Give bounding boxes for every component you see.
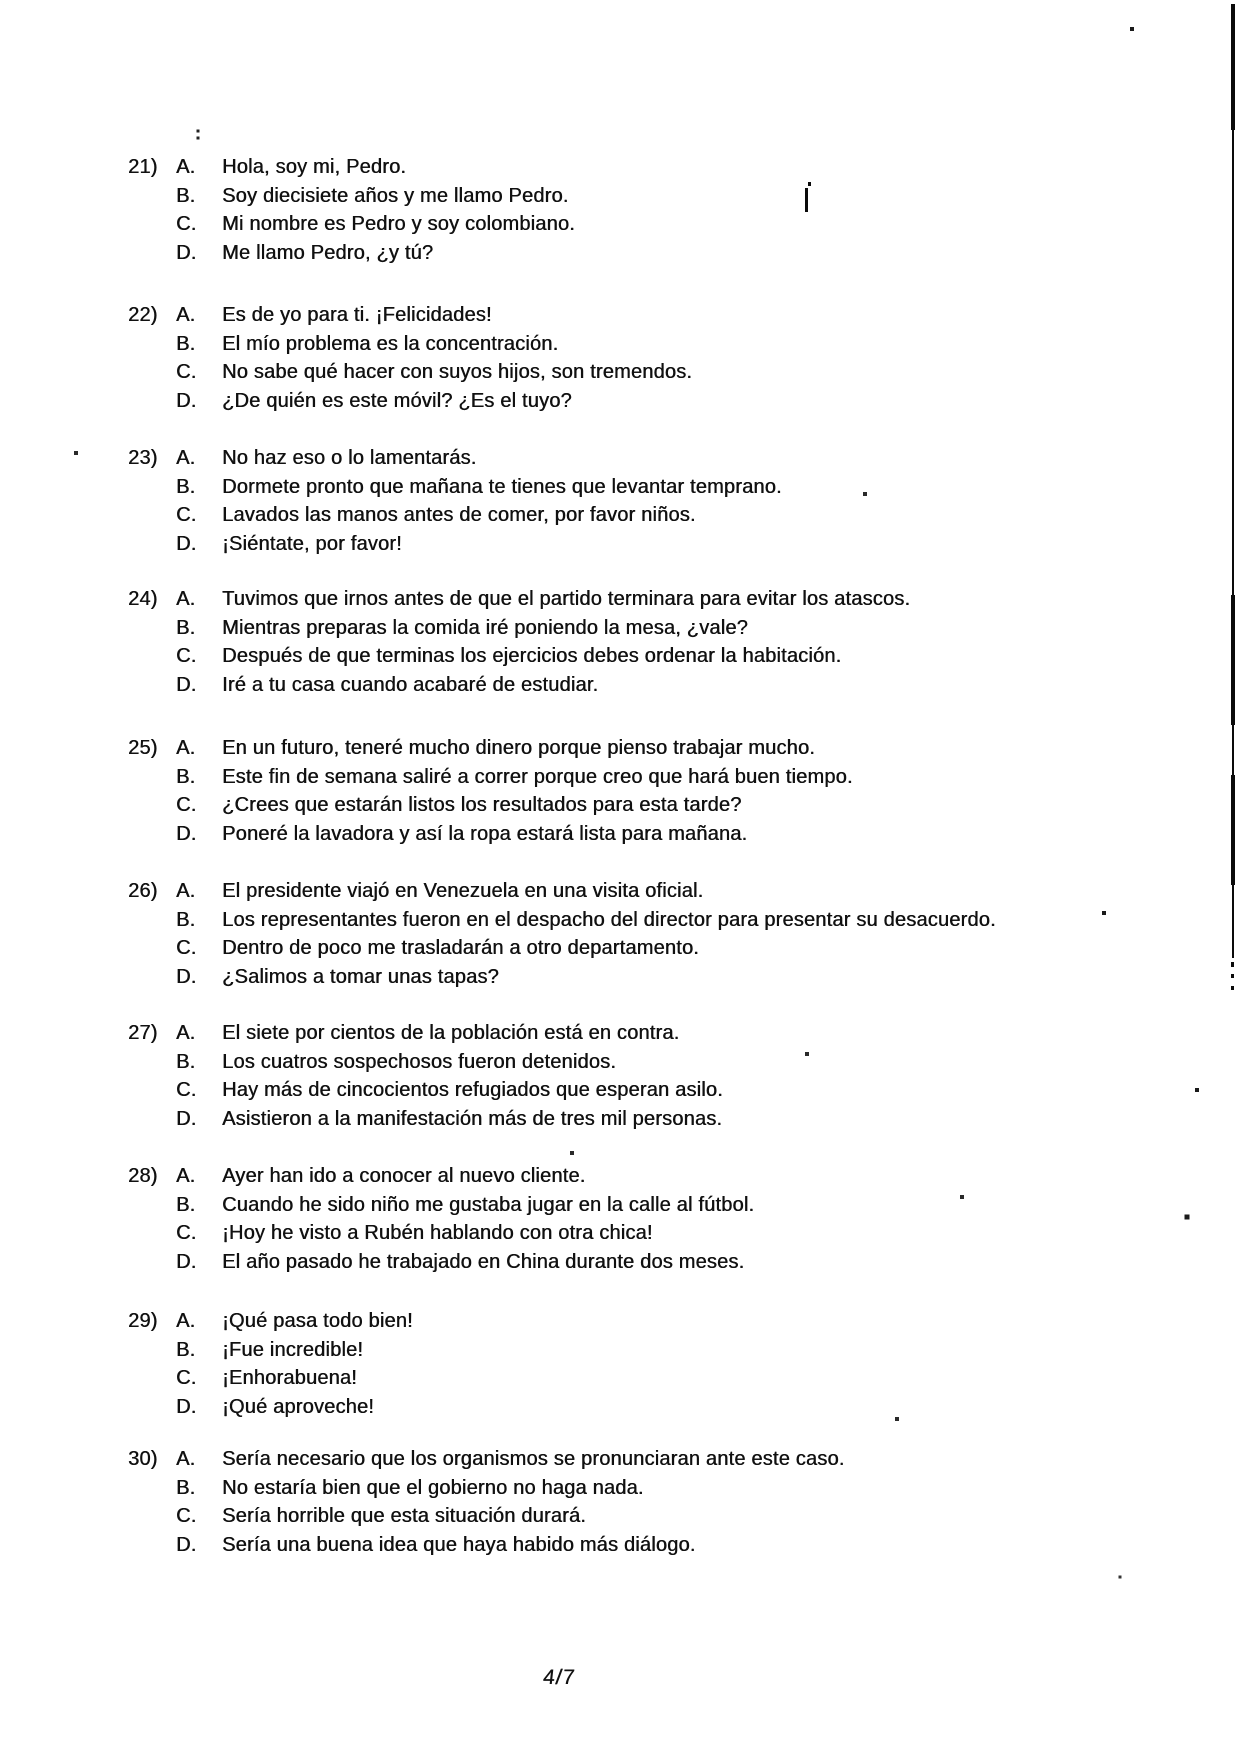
option-letter: C.: [176, 1367, 197, 1389]
option-letter: A.: [176, 1310, 196, 1332]
option-row: [128, 239, 575, 268]
scan-edge-line-thick-segment: [1231, 775, 1235, 885]
scan-edge-dot: [1231, 974, 1234, 978]
question-block-28: [128, 1162, 754, 1276]
option-letter: A.: [176, 588, 196, 610]
option-letter: C.: [176, 645, 197, 667]
option-letter: D.: [176, 1533, 197, 1556]
scan-edge-dot: [1231, 962, 1234, 967]
option-text: Mientras preparas la comida iré poniendo la mesa, ¿vale?: [222, 616, 748, 639]
option-text: Es de yo para ti. ¡Felicidades!: [222, 304, 492, 326]
option-text: El siete por cientos de la población está en contra.: [222, 1022, 680, 1044]
option-text: El año pasado he trabajado en China durante dos meses.: [222, 1250, 745, 1273]
option-row: [128, 906, 996, 935]
option-text: Hola, soy mi, Pedro.: [222, 156, 407, 178]
option-text: Los cuatros sospechosos fueron detenidos.: [222, 1050, 617, 1073]
option-letter: D.: [176, 673, 197, 696]
option-text: No haz eso o lo lamentarás.: [222, 447, 477, 469]
option-text: El mío problema es la concentración.: [222, 332, 559, 355]
page-number-footer: 4/7: [541, 1666, 577, 1689]
option-row: [128, 1336, 413, 1365]
option-letter: D.: [176, 1107, 197, 1130]
option-text: Dentro de poco me trasladarán a otro departamento.: [222, 937, 699, 959]
option-letter: B.: [176, 765, 196, 788]
question-number: 26): [128, 880, 158, 902]
question-number: 27): [128, 1022, 158, 1044]
option-row: [128, 1307, 413, 1336]
option-text: ¡Qué aproveche!: [222, 1395, 374, 1418]
option-text: ¡Siéntate, por favor!: [222, 532, 402, 555]
scan-stray-mark: [805, 188, 808, 212]
question-number: 29): [128, 1310, 158, 1332]
option-row: [128, 963, 996, 992]
option-letter: B.: [176, 1338, 196, 1361]
question-number: 21): [128, 156, 158, 178]
option-row: [128, 1048, 723, 1077]
option-row: [128, 444, 782, 473]
question-number: 25): [128, 737, 158, 759]
option-text: Dormete pronto que mañana te tienes que levantar temprano.: [222, 475, 782, 498]
question-block-25: [128, 734, 853, 848]
option-letter: D.: [176, 965, 197, 988]
option-row: [128, 614, 910, 643]
option-row: [128, 1364, 413, 1393]
option-text: ¿De quién es este móvil? ¿Es el tuyo?: [222, 389, 572, 412]
option-row: [128, 530, 782, 559]
scan-edge-dot: [1231, 986, 1234, 990]
option-letter: A.: [176, 1022, 196, 1044]
option-letter: A.: [176, 304, 196, 326]
option-letter: D.: [176, 822, 197, 845]
scan-edge-line-thick-segment: [1231, 595, 1235, 725]
option-text: ¿Salimos a tomar unas tapas?: [222, 965, 499, 988]
option-text: ¡Qué pasa todo bien!: [222, 1310, 413, 1332]
option-text: Poneré la lavadora y así la ropa estará lista para mañana.: [222, 822, 748, 845]
option-text: Asistieron a la manifestación más de tres mil personas.: [222, 1107, 723, 1130]
option-row: [128, 642, 910, 671]
option-text: ¡Enhorabuena!: [222, 1367, 357, 1389]
question-number: 24): [128, 588, 158, 610]
option-row: [128, 330, 692, 359]
option-letter: B.: [176, 1050, 196, 1073]
option-text: Soy diecisiete años y me llamo Pedro.: [222, 184, 569, 207]
option-row: [128, 1076, 723, 1105]
option-row: [128, 182, 575, 211]
option-text: Mi nombre es Pedro y soy colombiano.: [222, 213, 575, 235]
option-row: [128, 877, 996, 906]
option-row: [128, 387, 692, 416]
option-text: Los representantes fueron en el despacho del director para presentar su desacuerdo.: [222, 908, 996, 931]
question-number: 30): [128, 1448, 158, 1470]
option-text: Lavados las manos antes de comer, por favor niños.: [222, 504, 696, 526]
option-row: [128, 358, 692, 387]
option-letter: A.: [176, 447, 196, 469]
question-number: 28): [128, 1165, 158, 1187]
question-block-26: [128, 877, 996, 991]
option-letter: B.: [176, 616, 196, 639]
option-text: Tuvimos que irnos antes de que el partido terminara para evitar los atascos.: [222, 588, 911, 610]
option-letter: C.: [176, 504, 197, 526]
option-row: [128, 1474, 844, 1503]
option-row: [128, 1191, 754, 1220]
option-text: No estaría bien que el gobierno no haga nada.: [222, 1476, 644, 1499]
option-letter: C.: [176, 1079, 197, 1101]
option-letter: B.: [176, 908, 196, 931]
option-letter: A.: [176, 737, 196, 759]
option-row: [128, 734, 853, 763]
option-row: [128, 1019, 723, 1048]
scan-specks: [0, 0, 2, 2]
option-row: [128, 763, 853, 792]
option-letter: A.: [176, 1165, 196, 1187]
option-row: [128, 473, 782, 502]
option-letter: A.: [176, 156, 196, 178]
option-row: [128, 1445, 844, 1474]
question-block-24: [128, 585, 910, 699]
option-letter: B.: [176, 332, 196, 355]
option-letter: A.: [176, 1448, 196, 1470]
option-row: [128, 1105, 723, 1134]
scan-edge-line-thick-segment: [1231, 4, 1235, 130]
question-block-29: [128, 1307, 413, 1421]
option-text: Sería horrible que esta situación durará.: [222, 1505, 586, 1527]
question-number: 22): [128, 304, 158, 326]
option-text: Iré a tu casa cuando acabaré de estudiar.: [222, 673, 599, 696]
question-block-21: [128, 153, 575, 267]
option-row: [128, 1531, 844, 1560]
option-row: [128, 820, 853, 849]
option-text: Este fin de semana saliré a correr porque creo que hará buen tiempo.: [222, 765, 853, 788]
option-letter: D.: [176, 532, 197, 555]
question-block-30: [128, 1445, 844, 1559]
option-letter: D.: [176, 1395, 197, 1418]
option-row: [128, 301, 692, 330]
option-text: ¡Fue incredible!: [222, 1338, 364, 1361]
option-row: [128, 501, 782, 530]
option-text: Hay más de cincocientos refugiados que esperan asilo.: [222, 1079, 723, 1101]
option-row: [128, 153, 575, 182]
option-row: [128, 1393, 413, 1422]
option-letter: C.: [176, 937, 197, 959]
option-letter: C.: [176, 213, 197, 235]
option-letter: C.: [176, 361, 197, 383]
option-letter: D.: [176, 389, 197, 412]
question-block-23: [128, 444, 782, 558]
option-letter: B.: [176, 1476, 196, 1499]
option-text: El presidente viajó en Venezuela en una visita oficial.: [222, 880, 704, 902]
option-text: ¡Hoy he visto a Rubén hablando con otra chica!: [222, 1222, 653, 1244]
option-letter: B.: [176, 184, 196, 207]
option-letter: B.: [176, 1193, 196, 1216]
option-row: [128, 671, 910, 700]
option-text: Después de que terminas los ejercicios debes ordenar la habitación.: [222, 645, 842, 667]
option-row: [128, 210, 575, 239]
option-text: ¿Crees que estarán listos los resultados para esta tarde?: [222, 794, 742, 816]
option-letter: C.: [176, 1505, 197, 1527]
option-text: Sería una buena idea que haya habido más diálogo.: [222, 1533, 696, 1556]
option-text: Sería necesario que los organismos se pronunciaran ante este caso.: [222, 1448, 845, 1470]
option-row: [128, 1219, 754, 1248]
option-row: [128, 934, 996, 963]
option-row: [128, 1248, 754, 1277]
question-block-27: [128, 1019, 723, 1133]
question-block-22: [128, 301, 692, 415]
option-text: En un futuro, teneré mucho dinero porque pienso trabajar mucho.: [222, 737, 815, 759]
option-row: [128, 791, 853, 820]
option-letter: D.: [176, 241, 197, 264]
option-text: No sabe qué hacer con suyos hijos, son tremendos.: [222, 361, 693, 383]
question-number: 23): [128, 447, 158, 469]
option-letter: B.: [176, 475, 196, 498]
option-text: Ayer han ido a conocer al nuevo cliente.: [222, 1165, 586, 1187]
option-letter: C.: [176, 1222, 197, 1244]
option-letter: D.: [176, 1250, 197, 1273]
option-letter: C.: [176, 794, 197, 816]
option-letter: A.: [176, 880, 196, 902]
option-row: [128, 1502, 844, 1531]
option-text: Cuando he sido niño me gustaba jugar en la calle al fútbol.: [222, 1193, 755, 1216]
option-row: [128, 1162, 754, 1191]
option-text: Me llamo Pedro, ¿y tú?: [222, 241, 434, 264]
option-row: [128, 585, 910, 614]
